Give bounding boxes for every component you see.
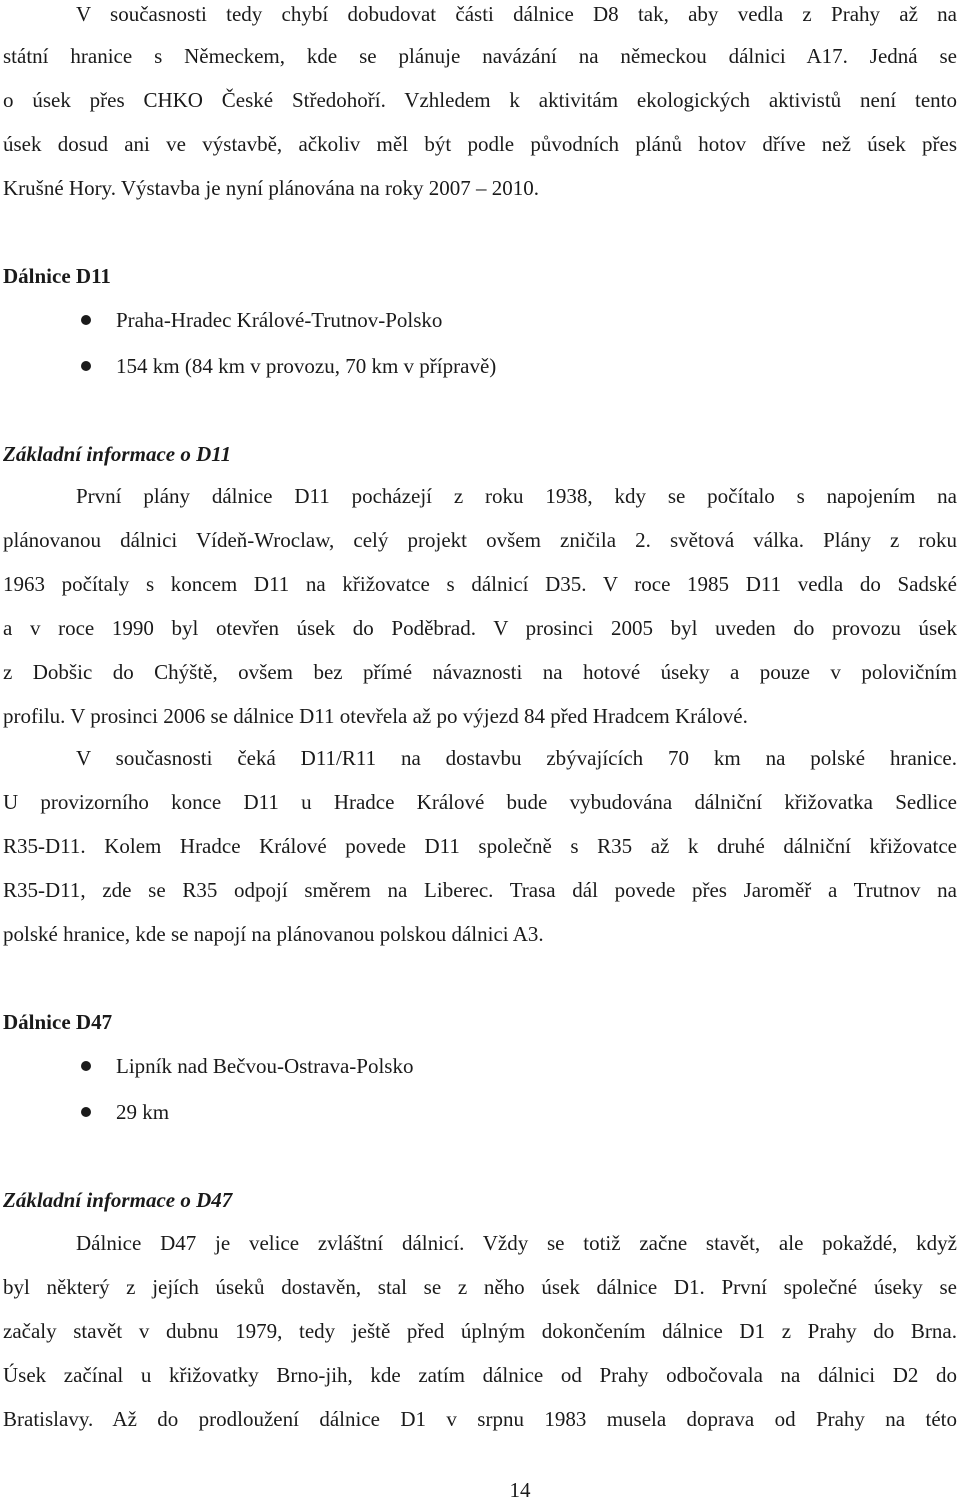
intro-line-5: Krušné Hory. Výstavba je nyní plánována na roky 2007 – 2010. [3, 176, 539, 200]
d11-p1-line-1: První plány dálnice D11 pocházejí z roku 1938, kdy se počítalo s napojením na [76, 484, 957, 508]
bullet-text: 29 km [116, 1100, 170, 1124]
intro-line-1: V současnosti tedy chybí dobudovat části dálnice D8 tak, aby vedla z Prahy až na [76, 2, 957, 26]
intro-line-2: státní hranice s Německem, kde se plánuje navázání na německou dálnici A17. Jedná se [3, 44, 957, 68]
bullet-text: Lipník nad Bečvou-Ostrava-Polsko [116, 1054, 414, 1078]
intro-line-4: úsek dosud ani ve výstavbě, ačkoliv měl být podle původních plánů hotov dříve než úsek přes [3, 132, 957, 156]
bullet-icon [81, 361, 91, 371]
d11-p1-line-6: profilu. V prosinci 2006 se dálnice D11 otevřela až po výjezd 84 před Hradcem Králové. [3, 704, 748, 728]
d11-p2-line-5: polské hranice, kde se napojí na plánovanou polskou dálnici A3. [3, 922, 544, 946]
d11-p2-line-3: R35-D11. Kolem Hradce Králové povede D11 společně s R35 až k druhé dálniční křižovatce [3, 834, 957, 858]
d11-p1-line-3: 1963 počítaly s koncem D11 na křižovatce s dálnicí D35. V roce 1985 D11 vedla do Sadské [3, 572, 957, 596]
bullet-icon [81, 1061, 91, 1071]
d11-p1-line-4: a v roce 1990 byl otevřen úsek do Poděbrad. V prosinci 2005 byl uveden do provozu úsek [3, 616, 957, 640]
d11-p1-line-2: plánovanou dálnici Vídeň-Wroclaw, celý projekt ovšem zničila 2. světová válka. Plány z roku [3, 528, 957, 552]
d11-p2-line-4: R35-D11, zde se R35 odpojí směrem na Liberec. Trasa dál povede přes Jaroměř a Trutnov na [3, 878, 957, 902]
d11-p2-line-2: U provizorního konce D11 u Hradce Králové bude vybudována dálniční křižovatka Sedlice [3, 790, 957, 814]
subheading-d47-info: Základní informace o D47 [3, 1188, 233, 1212]
bullet-icon [81, 315, 91, 325]
d47-p1-line-4: Úsek začínal u křižovatky Brno-jih, kde zatím dálnice od Prahy odbočovala na dálnici D2 do [3, 1363, 957, 1387]
subheading-d11-info: Základní informace o D11 [3, 442, 232, 466]
d47-p1-line-5: Bratislavy. Až do prodloužení dálnice D1 v srpnu 1983 musela doprava od Prahy na této [3, 1407, 957, 1431]
section-heading-d47: Dálnice D47 [3, 1010, 113, 1034]
bullet-icon [81, 1107, 91, 1117]
d47-p1-line-2: byl některý z jejích úseků dostavěn, stal se z něho úsek dálnice D1. První společné úseky se [3, 1275, 957, 1299]
d47-p1-line-1: Dálnice D47 je velice zvláštní dálnicí. Vždy se totiž začne stavět, ale pokaždé, když [76, 1231, 957, 1255]
d11-p1-line-5: z Dobšic do Chýště, ovšem bez přímé návaznosti na hotové úseky a pouze v polovičním [3, 660, 957, 684]
d47-p1-line-3: začaly stavět v dubnu 1979, tedy ještě před úplným dokončením dálnice D1 z Prahy do Brna. [3, 1319, 957, 1343]
intro-line-3: o úsek přes CHKO České Středohoří. Vzhledem k aktivitám ekologických aktivistů není tento [3, 88, 957, 112]
page-number: 14 [509, 1478, 531, 1502]
bullet-text: 154 km (84 km v provozu, 70 km v přípravě) [116, 354, 497, 378]
d11-p2-line-1: V současnosti čeká D11/R11 na dostavbu zbývajících 70 km na polské hranice. [76, 746, 957, 770]
bullet-text: Praha-Hradec Králové-Trutnov-Polsko [116, 308, 443, 332]
section-heading-d11: Dálnice D11 [3, 264, 111, 288]
